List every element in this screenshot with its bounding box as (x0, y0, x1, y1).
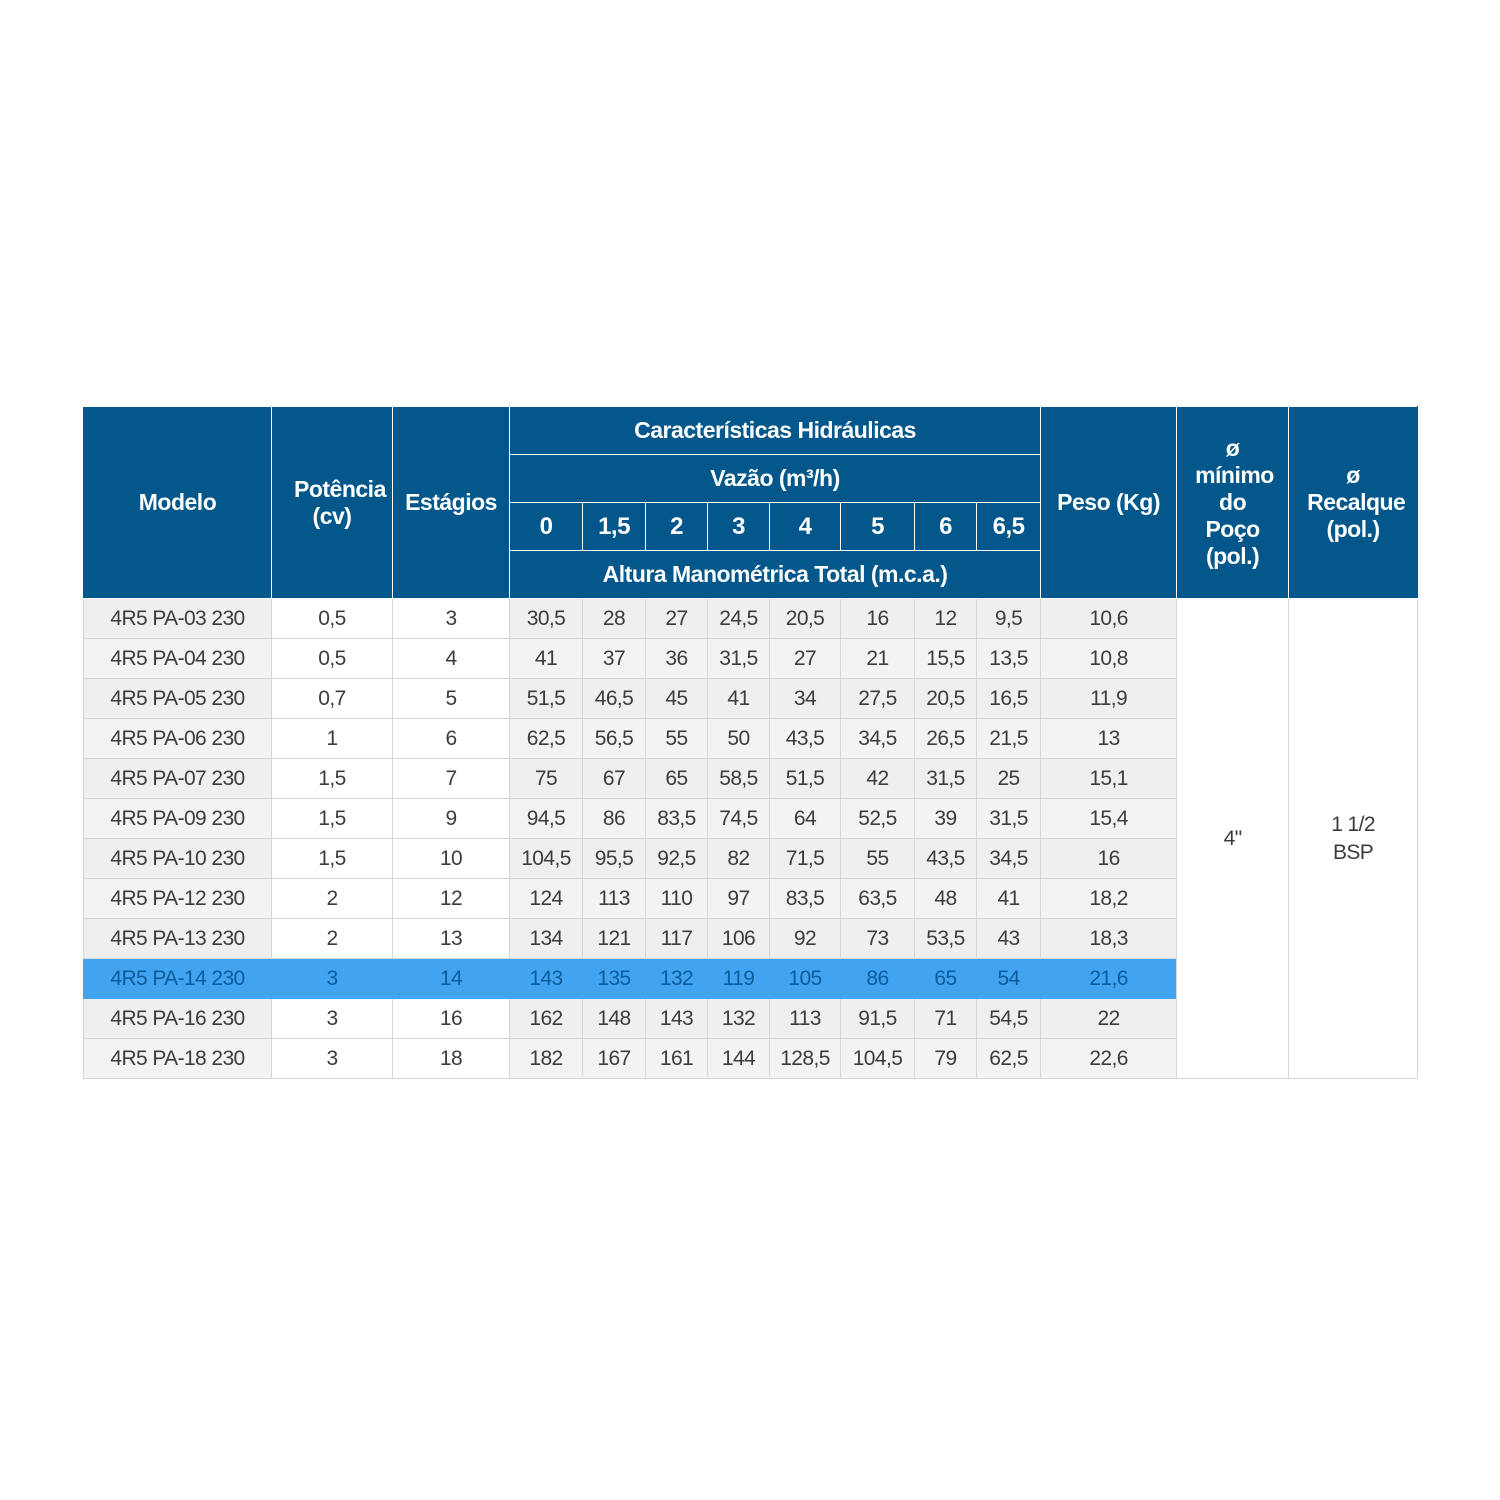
head-value-cell: 37 (583, 639, 646, 679)
model-cell: 4R5 PA-16 230 (84, 999, 272, 1039)
pump-spec-table (83, 406, 1418, 1079)
head-value-cell: 83,5 (770, 879, 841, 919)
stages-cell: 16 (393, 999, 510, 1039)
head-value-cell: 92,5 (646, 839, 708, 879)
head-value-cell: 41 (510, 639, 583, 679)
model-cell: 4R5 PA-18 230 (84, 1039, 272, 1079)
head-value-cell: 46,5 (583, 679, 646, 719)
header-well-diameter: ø mínimo do Poço (pol.) (1177, 407, 1289, 599)
weight-cell: 15,4 (1041, 799, 1177, 839)
stages-cell: 5 (393, 679, 510, 719)
head-value-cell: 132 (708, 999, 770, 1039)
head-value-cell: 45 (646, 679, 708, 719)
head-value-cell: 119 (708, 959, 770, 999)
head-value-cell: 104,5 (841, 1039, 915, 1079)
head-value-cell: 182 (510, 1039, 583, 1079)
stages-cell: 10 (393, 839, 510, 879)
head-value-cell: 134 (510, 919, 583, 959)
head-value-cell: 113 (770, 999, 841, 1039)
weight-cell: 16 (1041, 839, 1177, 879)
head-value-cell: 52,5 (841, 799, 915, 839)
head-value-cell: 95,5 (583, 839, 646, 879)
weight-cell: 11,9 (1041, 679, 1177, 719)
header-discharge-diameter: ø Recalque (pol.) (1289, 407, 1418, 599)
weight-cell: 10,8 (1041, 639, 1177, 679)
head-value-cell: 117 (646, 919, 708, 959)
head-value-cell: 55 (841, 839, 915, 879)
head-value-cell: 148 (583, 999, 646, 1039)
model-cell: 4R5 PA-05 230 (84, 679, 272, 719)
head-value-cell: 43,5 (770, 719, 841, 759)
power-cell: 0,5 (272, 599, 393, 639)
head-value-cell: 135 (583, 959, 646, 999)
head-value-cell: 121 (583, 919, 646, 959)
head-value-cell: 13,5 (977, 639, 1041, 679)
head-value-cell: 48 (915, 879, 977, 919)
weight-cell: 22 (1041, 999, 1177, 1039)
weight-cell: 22,6 (1041, 1039, 1177, 1079)
stages-cell: 3 (393, 599, 510, 639)
head-value-cell: 161 (646, 1039, 708, 1079)
model-cell: 4R5 PA-04 230 (84, 639, 272, 679)
head-value-cell: 65 (915, 959, 977, 999)
head-value-cell: 53,5 (915, 919, 977, 959)
table-body (84, 599, 1418, 1079)
head-value-cell: 54 (977, 959, 1041, 999)
weight-cell: 18,3 (1041, 919, 1177, 959)
head-value-cell: 74,5 (708, 799, 770, 839)
header-flow-value: 6,5 (977, 503, 1041, 551)
head-value-cell: 63,5 (841, 879, 915, 919)
stages-cell: 13 (393, 919, 510, 959)
header-head: Altura Manométrica Total (m.c.a.) (510, 551, 1041, 599)
table-header (84, 407, 1418, 599)
head-value-cell: 42 (841, 759, 915, 799)
header-flow-value: 4 (770, 503, 841, 551)
head-value-cell: 56,5 (583, 719, 646, 759)
head-value-cell: 144 (708, 1039, 770, 1079)
head-value-cell: 86 (583, 799, 646, 839)
head-value-cell: 143 (646, 999, 708, 1039)
head-value-cell: 21,5 (977, 719, 1041, 759)
weight-cell: 21,6 (1041, 959, 1177, 999)
head-value-cell: 15,5 (915, 639, 977, 679)
header-flow-value: 2 (646, 503, 708, 551)
head-value-cell: 106 (708, 919, 770, 959)
header-power: Potência (cv) (272, 407, 393, 599)
head-value-cell: 34 (770, 679, 841, 719)
weight-cell: 18,2 (1041, 879, 1177, 919)
head-value-cell: 54,5 (977, 999, 1041, 1039)
head-value-cell: 167 (583, 1039, 646, 1079)
model-cell: 4R5 PA-14 230 (84, 959, 272, 999)
table-row (84, 599, 1418, 639)
head-value-cell: 62,5 (977, 1039, 1041, 1079)
head-value-cell: 26,5 (915, 719, 977, 759)
head-value-cell: 43,5 (915, 839, 977, 879)
weight-cell: 10,6 (1041, 599, 1177, 639)
discharge-line: 1 1/2 (1331, 812, 1375, 836)
head-value-cell: 128,5 (770, 1039, 841, 1079)
head-value-cell: 27 (646, 599, 708, 639)
header-flow-value: 0 (510, 503, 583, 551)
model-cell: 4R5 PA-06 230 (84, 719, 272, 759)
stages-cell: 6 (393, 719, 510, 759)
head-value-cell: 50 (708, 719, 770, 759)
head-value-cell: 34,5 (977, 839, 1041, 879)
model-cell: 4R5 PA-12 230 (84, 879, 272, 919)
head-value-cell: 27,5 (841, 679, 915, 719)
header-flow-value: 5 (841, 503, 915, 551)
power-cell: 2 (272, 879, 393, 919)
head-value-cell: 20,5 (915, 679, 977, 719)
power-cell: 1,5 (272, 759, 393, 799)
head-value-cell: 143 (510, 959, 583, 999)
power-cell: 1 (272, 719, 393, 759)
head-value-cell: 91,5 (841, 999, 915, 1039)
head-value-cell: 94,5 (510, 799, 583, 839)
head-value-cell: 16 (841, 599, 915, 639)
model-cell: 4R5 PA-13 230 (84, 919, 272, 959)
power-cell: 1,5 (272, 799, 393, 839)
head-value-cell: 64 (770, 799, 841, 839)
power-cell: 3 (272, 999, 393, 1039)
head-value-cell: 28 (583, 599, 646, 639)
stages-cell: 7 (393, 759, 510, 799)
header-stages: Estágios (393, 407, 510, 599)
model-cell: 4R5 PA-07 230 (84, 759, 272, 799)
head-value-cell: 27 (770, 639, 841, 679)
head-value-cell: 25 (977, 759, 1041, 799)
head-value-cell: 31,5 (915, 759, 977, 799)
head-value-cell: 31,5 (977, 799, 1041, 839)
head-value-cell: 67 (583, 759, 646, 799)
model-cell: 4R5 PA-10 230 (84, 839, 272, 879)
header-flow-value: 3 (708, 503, 770, 551)
head-value-cell: 30,5 (510, 599, 583, 639)
power-cell: 0,7 (272, 679, 393, 719)
stages-cell: 9 (393, 799, 510, 839)
power-cell: 1,5 (272, 839, 393, 879)
head-value-cell: 55 (646, 719, 708, 759)
model-cell: 4R5 PA-09 230 (84, 799, 272, 839)
head-value-cell: 83,5 (646, 799, 708, 839)
head-value-cell: 51,5 (770, 759, 841, 799)
power-cell: 3 (272, 1039, 393, 1079)
header-weight: Peso (Kg) (1041, 407, 1177, 599)
head-value-cell: 36 (646, 639, 708, 679)
head-value-cell: 58,5 (708, 759, 770, 799)
head-value-cell: 24,5 (708, 599, 770, 639)
header-flow-value: 6 (915, 503, 977, 551)
head-value-cell: 12 (915, 599, 977, 639)
header-model: Modelo (84, 407, 272, 599)
header-hydraulic: Características Hidráulicas (510, 407, 1041, 455)
head-value-cell: 21 (841, 639, 915, 679)
model-cell: 4R5 PA-03 230 (84, 599, 272, 639)
head-value-cell: 62,5 (510, 719, 583, 759)
head-value-cell: 65 (646, 759, 708, 799)
head-value-cell: 51,5 (510, 679, 583, 719)
head-value-cell: 86 (841, 959, 915, 999)
head-value-cell: 82 (708, 839, 770, 879)
head-value-cell: 124 (510, 879, 583, 919)
head-value-cell: 79 (915, 1039, 977, 1079)
head-value-cell: 132 (646, 959, 708, 999)
head-value-cell: 43 (977, 919, 1041, 959)
head-value-cell: 97 (708, 879, 770, 919)
head-value-cell: 110 (646, 879, 708, 919)
weight-cell: 15,1 (1041, 759, 1177, 799)
stages-cell: 18 (393, 1039, 510, 1079)
stages-cell: 14 (393, 959, 510, 999)
head-value-cell: 113 (583, 879, 646, 919)
discharge-diameter-cell (1289, 599, 1418, 1079)
head-value-cell: 16,5 (977, 679, 1041, 719)
head-value-cell: 31,5 (708, 639, 770, 679)
header-flow-value: 1,5 (583, 503, 646, 551)
power-cell: 2 (272, 919, 393, 959)
head-value-cell: 104,5 (510, 839, 583, 879)
head-value-cell: 41 (708, 679, 770, 719)
head-value-cell: 105 (770, 959, 841, 999)
head-value-cell: 71,5 (770, 839, 841, 879)
header-flow: Vazão (m³/h) (510, 455, 1041, 503)
power-cell: 3 (272, 959, 393, 999)
weight-cell: 13 (1041, 719, 1177, 759)
head-value-cell: 9,5 (977, 599, 1041, 639)
stages-cell: 4 (393, 639, 510, 679)
head-value-cell: 92 (770, 919, 841, 959)
head-value-cell: 20,5 (770, 599, 841, 639)
well-diameter-cell: 4" (1177, 599, 1289, 1079)
head-value-cell: 71 (915, 999, 977, 1039)
head-value-cell: 162 (510, 999, 583, 1039)
stages-cell: 12 (393, 879, 510, 919)
head-value-cell: 75 (510, 759, 583, 799)
head-value-cell: 73 (841, 919, 915, 959)
head-value-cell: 41 (977, 879, 1041, 919)
discharge-line: BSP (1332, 840, 1374, 864)
head-value-cell: 39 (915, 799, 977, 839)
head-value-cell: 34,5 (841, 719, 915, 759)
power-cell: 0,5 (272, 639, 393, 679)
